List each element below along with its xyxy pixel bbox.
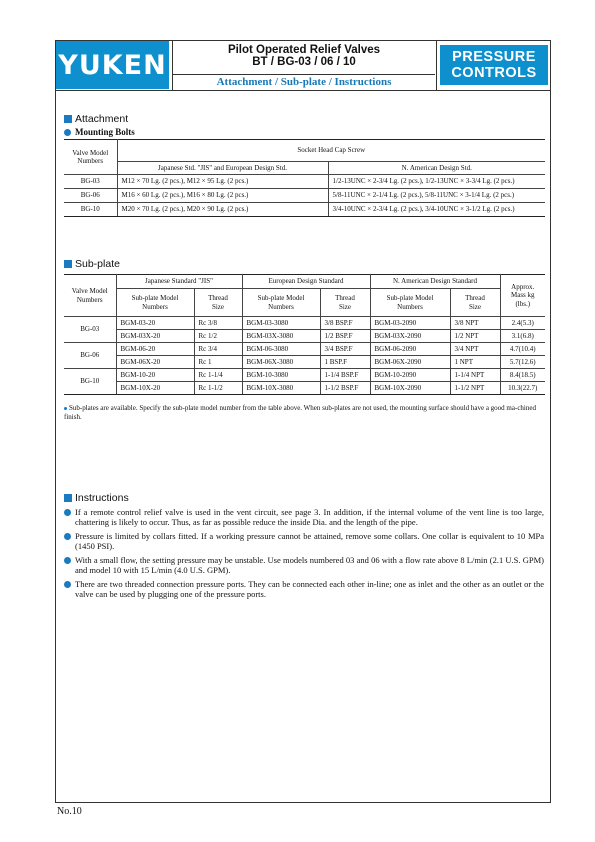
table-cell: BG-03 bbox=[64, 175, 117, 189]
table-cell: 8.4(18.5) bbox=[500, 369, 545, 382]
table-cell: 3/4 BSP.F bbox=[320, 343, 370, 356]
table-cell: 1/2-13UNC × 2-3/4 Lg. (2 pcs.), 1/2-13UNC × 3-3/4 Lg. (2 pcs.) bbox=[328, 175, 545, 189]
page-subtitle: Attachment / Sub-plate / Instructions bbox=[216, 76, 392, 88]
table-row bbox=[64, 203, 545, 217]
table-cell: 1/2 BSP.F bbox=[320, 330, 370, 343]
header-cell: N. American Design Standard bbox=[370, 275, 500, 289]
table-cell: BGM-10X-3080 bbox=[242, 382, 320, 395]
table-row bbox=[64, 356, 545, 369]
table-cell: 3/8 BSP.F bbox=[320, 317, 370, 330]
category-badge: PRESSURE CONTROLS bbox=[440, 45, 548, 85]
header-cell: Thread Size bbox=[450, 289, 500, 317]
table-cell: Rc 1-1/4 bbox=[194, 369, 242, 382]
square-bullet-icon bbox=[64, 494, 72, 502]
table-row bbox=[64, 189, 545, 203]
table-cell: BGM-06-20 bbox=[116, 343, 194, 356]
table-cell: BG-03 bbox=[64, 317, 116, 343]
table-row bbox=[64, 317, 545, 330]
table-cell: 3/8 NPT bbox=[450, 317, 500, 330]
table-cell: BG-06 bbox=[64, 343, 116, 369]
yuken-logo: YUKEN bbox=[56, 41, 169, 89]
header-cell: Sub-plate Model Numbers bbox=[370, 289, 450, 317]
subsection-heading-mounting-bolts: Mounting Bolts bbox=[64, 127, 135, 137]
subplate-note: Sub-plates are available. Specify the sub-plate model number from the table above. When sub-plates are not used, the mounting surface should have a good ma-chined finish. bbox=[64, 404, 536, 421]
table-cell: M16 × 60 Lg. (2 pcs.), M16 × 80 Lg. (2 pcs.) bbox=[117, 189, 328, 203]
table-cell: BGM-03X-3080 bbox=[242, 330, 320, 343]
table-cell: Rc 3/8 bbox=[194, 317, 242, 330]
header-rule bbox=[56, 90, 550, 91]
table-cell: 1-1/4 NPT bbox=[450, 369, 500, 382]
table-row bbox=[64, 175, 545, 189]
table-cell: BGM-10X-2090 bbox=[370, 382, 450, 395]
table-cell: BGM-10-20 bbox=[116, 369, 194, 382]
round-bullet-icon bbox=[64, 407, 67, 410]
table-row bbox=[64, 330, 545, 343]
list-item: With a small flow, the setting pressure may be unstable. Use models numbered 03 and 06 with a flow rate above 8 L/min (2.1 U.S. GPM) and model 10 with 15 L/min (4.0 U.S. GPM). bbox=[64, 555, 544, 575]
section-heading-attachment: Attachment bbox=[64, 113, 128, 125]
table-cell: 1-1/4 BSP.F bbox=[320, 369, 370, 382]
table-cell: BGM-10-3080 bbox=[242, 369, 320, 382]
section-heading-instructions: Instructions bbox=[64, 492, 129, 504]
table-cell: BGM-10X-20 bbox=[116, 382, 194, 395]
table-cell: 10.3(22.7) bbox=[500, 382, 545, 395]
header-cell: N. American Design Std. bbox=[328, 162, 545, 175]
list-item: There are two threaded connection pressure ports. They can be connected each other in-line; one as inlet and the other as an outlet or the valve can be used by plugging one of the pressure ports. bbox=[64, 579, 544, 599]
header-cell: Approx. Mass kg (lbs.) bbox=[500, 275, 545, 317]
table-cell: BGM-06-3080 bbox=[242, 343, 320, 356]
subplate-table bbox=[64, 274, 545, 395]
table-cell: 3/4 NPT bbox=[450, 343, 500, 356]
table-cell: BG-06 bbox=[64, 189, 117, 203]
header-cell: Sub-plate Model Numbers bbox=[116, 289, 194, 317]
table-cell: 1-1/2 BSP.F bbox=[320, 382, 370, 395]
table-cell: BGM-06X-20 bbox=[116, 356, 194, 369]
table-cell: 2.4(5.3) bbox=[500, 317, 545, 330]
mounting-bolts-table bbox=[64, 139, 545, 217]
header-cell: Thread Size bbox=[194, 289, 242, 317]
list-item: If a remote control relief valve is used in the vent circuit, see page 3. In addition, if the internal volume of the vent line is too large, chattering is likely to occur. Thus, as far as possible reduce the inside Dia. and the length of the pipe. bbox=[64, 507, 544, 527]
table-cell: Rc 1/2 bbox=[194, 330, 242, 343]
header-cell: Socket Head Cap Screw bbox=[117, 140, 545, 162]
round-bullet-icon bbox=[64, 581, 71, 588]
table-cell: BGM-03-20 bbox=[116, 317, 194, 330]
table-cell: BGM-03-3080 bbox=[242, 317, 320, 330]
page-number: No.10 bbox=[57, 806, 82, 817]
round-bullet-icon bbox=[64, 129, 71, 136]
round-bullet-icon bbox=[64, 533, 71, 540]
table-cell: BGM-06-2090 bbox=[370, 343, 450, 356]
table-cell: BGM-03-2090 bbox=[370, 317, 450, 330]
page-title: Pilot Operated Relief Valves BT / BG-03 / 06 / 10 bbox=[227, 44, 381, 68]
table-row bbox=[64, 343, 545, 356]
header-cell: Valve Model Numbers bbox=[64, 140, 117, 175]
header-cell: Valve Model Numbers bbox=[64, 275, 116, 317]
header-cell: Thread Size bbox=[320, 289, 370, 317]
table-cell: 3.1(6.8) bbox=[500, 330, 545, 343]
table-cell: BGM-03X-20 bbox=[116, 330, 194, 343]
table-cell: M12 × 70 Lg. (2 pcs.), M12 × 95 Lg. (2 pcs.) bbox=[117, 175, 328, 189]
table-cell: 3/4-10UNC × 2-3/4 Lg. (2 pcs.), 3/4-10UNC × 3-1/2 Lg. (2 pcs.) bbox=[328, 203, 545, 217]
header-cell: Japanese Std. "JIS" and European Design Std. bbox=[117, 162, 328, 175]
table-cell: 1 BSP.F bbox=[320, 356, 370, 369]
header-cell: European Design Standard bbox=[242, 275, 370, 289]
table-cell: BG-10 bbox=[64, 369, 116, 395]
table-cell: 1-1/2 NPT bbox=[450, 382, 500, 395]
table-cell: M20 × 70 Lg. (2 pcs.), M20 × 90 Lg. (2 pcs.) bbox=[117, 203, 328, 217]
table-cell: BGM-10-2090 bbox=[370, 369, 450, 382]
table-cell: 1/2 NPT bbox=[450, 330, 500, 343]
table-cell: Rc 1 bbox=[194, 356, 242, 369]
round-bullet-icon bbox=[64, 557, 71, 564]
header-cell: Sub-plate Model Numbers bbox=[242, 289, 320, 317]
table-cell: 5/8-11UNC × 2-1/4 Lg. (2 pcs.), 5/8-11UNC × 3-1/4 Lg. (2 pcs.) bbox=[328, 189, 545, 203]
table-cell: 1 NPT bbox=[450, 356, 500, 369]
header-divider bbox=[436, 41, 437, 90]
table-row bbox=[64, 382, 545, 395]
round-bullet-icon bbox=[64, 509, 71, 516]
table-cell: Rc 3/4 bbox=[194, 343, 242, 356]
table-cell: BGM-06X-3080 bbox=[242, 356, 320, 369]
table-cell: BGM-06X-2090 bbox=[370, 356, 450, 369]
list-item: Pressure is limited by collars fitted. If a working pressure cannot be attained, remove some collars. One collar is equivalent to 10 MPa (1450 PSI). bbox=[64, 531, 544, 551]
section-heading-subplate: Sub-plate bbox=[64, 258, 120, 270]
header-cell: Japanese Standard "JIS" bbox=[116, 275, 242, 289]
square-bullet-icon bbox=[64, 115, 72, 123]
table-cell: 4.7(10.4) bbox=[500, 343, 545, 356]
table-cell: BG-10 bbox=[64, 203, 117, 217]
table-cell: 5.7(12.6) bbox=[500, 356, 545, 369]
square-bullet-icon bbox=[64, 260, 72, 268]
table-cell: Rc 1-1/2 bbox=[194, 382, 242, 395]
table-cell: BGM-03X-2090 bbox=[370, 330, 450, 343]
table-row bbox=[64, 369, 545, 382]
